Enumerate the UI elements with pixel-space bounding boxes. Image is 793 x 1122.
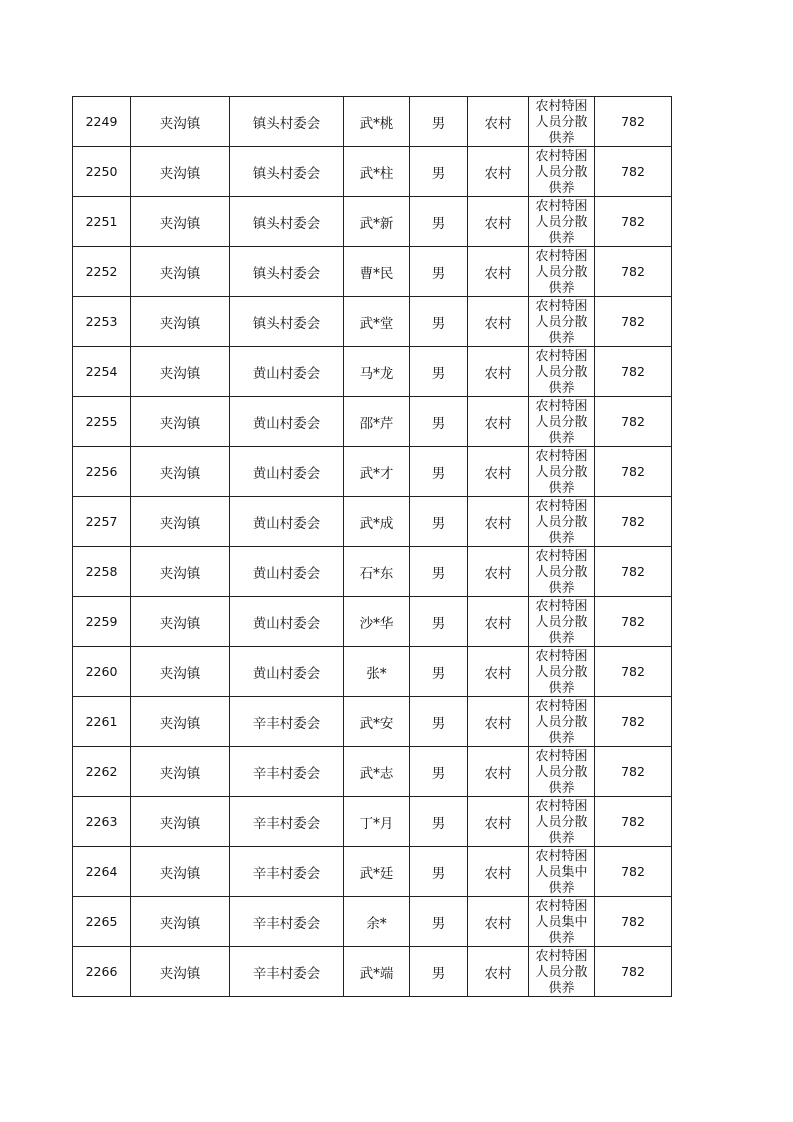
name-cell: 余* [344,897,410,947]
amount-cell: 782 [595,97,672,147]
village-cell: 辛丰村委会 [230,847,344,897]
row-number: 2253 [73,297,131,347]
name-cell: 邵*芹 [344,397,410,447]
row-number: 2262 [73,747,131,797]
village-cell: 镇头村委会 [230,147,344,197]
town-cell: 夹沟镇 [131,97,230,147]
area-cell: 农村 [468,247,529,297]
town-cell: 夹沟镇 [131,347,230,397]
support-type-text: 农村特困人员分散供养 [535,249,588,296]
name-cell: 武*新 [344,197,410,247]
town-cell: 夹沟镇 [131,747,230,797]
row-number: 2263 [73,797,131,847]
village-cell: 辛丰村委会 [230,947,344,997]
village-cell: 黄山村委会 [230,447,344,497]
support-type-clip [529,847,594,896]
gender-cell: 男 [410,747,468,797]
row-number: 2264 [73,847,131,897]
area-cell: 农村 [468,597,529,647]
area-cell: 农村 [468,197,529,247]
area-cell: 农村 [468,947,529,997]
support-type-text: 农村特困人员分散供养 [535,99,588,146]
support-type-clip [529,797,594,846]
table-row [73,847,672,897]
name-cell: 张* [344,647,410,697]
row-number: 2249 [73,97,131,147]
support-type-clip [529,747,594,796]
name-cell: 武*廷 [344,847,410,897]
support-type-clip [529,297,594,346]
town-cell: 夹沟镇 [131,447,230,497]
amount-cell: 782 [595,697,672,747]
amount-cell: 782 [595,447,672,497]
amount-cell: 782 [595,397,672,447]
name-cell: 武*柱 [344,147,410,197]
town-cell: 夹沟镇 [131,547,230,597]
support-type-text: 农村特困人员分散供养 [535,699,588,746]
gender-cell: 男 [410,647,468,697]
support-type-text: 农村特困人员分散供养 [535,149,588,196]
table-row [73,247,672,297]
support-type-text: 农村特困人员分散供养 [535,749,588,796]
village-cell: 辛丰村委会 [230,747,344,797]
gender-cell: 男 [410,247,468,297]
support-type-clip [529,697,594,746]
village-cell: 辛丰村委会 [230,697,344,747]
area-cell: 农村 [468,347,529,397]
name-cell: 武*堂 [344,297,410,347]
gender-cell: 男 [410,147,468,197]
support-type-cell [529,647,595,697]
support-type-clip [529,397,594,446]
support-type-text: 农村特困人员分散供养 [535,649,588,696]
support-type-clip [529,197,594,246]
support-type-clip [529,447,594,496]
village-cell: 镇头村委会 [230,297,344,347]
row-number: 2265 [73,897,131,947]
table-row [73,597,672,647]
town-cell: 夹沟镇 [131,197,230,247]
support-type-text: 农村特困人员分散供养 [535,599,588,646]
table-row [73,347,672,397]
table-row [73,897,672,947]
support-type-cell [529,947,595,997]
town-cell: 夹沟镇 [131,397,230,447]
gender-cell: 男 [410,347,468,397]
gender-cell: 男 [410,697,468,747]
town-cell: 夹沟镇 [131,697,230,747]
amount-cell: 782 [595,947,672,997]
row-number: 2258 [73,547,131,597]
name-cell: 石*东 [344,547,410,597]
amount-cell: 782 [595,897,672,947]
village-cell: 黄山村委会 [230,597,344,647]
table-row [73,447,672,497]
table-row [73,297,672,347]
support-type-text: 农村特困人员分散供养 [535,299,588,346]
table-row [73,497,672,547]
village-cell: 镇头村委会 [230,247,344,297]
support-type-text: 农村特困人员分散供养 [535,799,588,846]
area-cell: 农村 [468,397,529,447]
gender-cell: 男 [410,397,468,447]
name-cell: 沙*华 [344,597,410,647]
support-type-cell [529,697,595,747]
village-cell: 黄山村委会 [230,347,344,397]
amount-cell: 782 [595,597,672,647]
area-cell: 农村 [468,497,529,547]
amount-cell: 782 [595,747,672,797]
town-cell: 夹沟镇 [131,897,230,947]
town-cell: 夹沟镇 [131,847,230,897]
support-type-clip [529,147,594,196]
support-type-clip [529,97,594,146]
support-type-cell [529,147,595,197]
gender-cell: 男 [410,547,468,597]
table-row [73,697,672,747]
table-row [73,97,672,147]
gender-cell: 男 [410,447,468,497]
support-type-cell [529,297,595,347]
area-cell: 农村 [468,797,529,847]
table-row [73,647,672,697]
gender-cell: 男 [410,497,468,547]
support-type-clip [529,947,594,996]
support-type-text: 农村特困人员分散供养 [535,349,588,396]
support-type-text: 农村特困人员分散供养 [535,549,588,596]
row-number: 2257 [73,497,131,547]
support-type-cell [529,547,595,597]
name-cell: 武*端 [344,947,410,997]
row-number: 2252 [73,247,131,297]
support-type-text: 农村特困人员分散供养 [535,499,588,546]
village-cell: 黄山村委会 [230,497,344,547]
support-type-text: 农村特困人员分散供养 [535,449,588,496]
village-cell: 辛丰村委会 [230,797,344,847]
support-type-clip [529,897,594,946]
support-type-cell [529,397,595,447]
support-type-clip [529,647,594,696]
records-table [72,96,672,997]
gender-cell: 男 [410,897,468,947]
area-cell: 农村 [468,547,529,597]
row-number: 2266 [73,947,131,997]
town-cell: 夹沟镇 [131,797,230,847]
amount-cell: 782 [595,847,672,897]
gender-cell: 男 [410,847,468,897]
table-row [73,947,672,997]
gender-cell: 男 [410,97,468,147]
village-cell: 黄山村委会 [230,397,344,447]
table-row [73,197,672,247]
name-cell: 丁*月 [344,797,410,847]
town-cell: 夹沟镇 [131,247,230,297]
area-cell: 农村 [468,447,529,497]
gender-cell: 男 [410,197,468,247]
table-row [73,147,672,197]
row-number: 2260 [73,647,131,697]
village-cell: 黄山村委会 [230,547,344,597]
gender-cell: 男 [410,597,468,647]
support-type-cell [529,897,595,947]
support-type-clip [529,347,594,396]
support-type-text: 农村特困人员分散供养 [535,949,588,996]
row-number: 2259 [73,597,131,647]
area-cell: 农村 [468,97,529,147]
support-type-clip [529,597,594,646]
row-number: 2254 [73,347,131,397]
table-row [73,397,672,447]
town-cell: 夹沟镇 [131,947,230,997]
area-cell: 农村 [468,647,529,697]
amount-cell: 782 [595,347,672,397]
name-cell: 曹*民 [344,247,410,297]
gender-cell: 男 [410,297,468,347]
row-number: 2251 [73,197,131,247]
support-type-cell [529,247,595,297]
village-cell: 镇头村委会 [230,97,344,147]
support-type-cell [529,197,595,247]
area-cell: 农村 [468,747,529,797]
area-cell: 农村 [468,847,529,897]
row-number: 2255 [73,397,131,447]
support-type-text: 农村特困人员集中供养 [535,899,588,946]
support-type-clip [529,497,594,546]
amount-cell: 782 [595,797,672,847]
name-cell: 武*才 [344,447,410,497]
amount-cell: 782 [595,247,672,297]
support-type-cell [529,97,595,147]
support-type-text: 农村特困人员分散供养 [535,199,588,246]
name-cell: 武*志 [344,747,410,797]
support-type-cell [529,447,595,497]
support-type-cell [529,797,595,847]
town-cell: 夹沟镇 [131,647,230,697]
amount-cell: 782 [595,647,672,697]
town-cell: 夹沟镇 [131,297,230,347]
town-cell: 夹沟镇 [131,497,230,547]
support-type-cell [529,347,595,397]
amount-cell: 782 [595,197,672,247]
area-cell: 农村 [468,297,529,347]
area-cell: 农村 [468,697,529,747]
gender-cell: 男 [410,947,468,997]
amount-cell: 782 [595,297,672,347]
table-body [73,97,672,997]
name-cell: 武*成 [344,497,410,547]
town-cell: 夹沟镇 [131,147,230,197]
name-cell: 马*龙 [344,347,410,397]
support-type-cell [529,747,595,797]
support-type-text: 农村特困人员集中供养 [535,849,588,896]
support-type-cell [529,847,595,897]
support-type-clip [529,547,594,596]
village-cell: 辛丰村委会 [230,897,344,947]
support-type-clip [529,247,594,296]
gender-cell: 男 [410,797,468,847]
amount-cell: 782 [595,497,672,547]
area-cell: 农村 [468,147,529,197]
support-type-cell [529,497,595,547]
row-number: 2256 [73,447,131,497]
amount-cell: 782 [595,147,672,197]
row-number: 2250 [73,147,131,197]
name-cell: 武*桃 [344,97,410,147]
table-row [73,797,672,847]
support-type-cell [529,597,595,647]
village-cell: 黄山村委会 [230,647,344,697]
row-number: 2261 [73,697,131,747]
village-cell: 镇头村委会 [230,197,344,247]
name-cell: 武*安 [344,697,410,747]
table-row [73,547,672,597]
area-cell: 农村 [468,897,529,947]
amount-cell: 782 [595,547,672,597]
support-type-text: 农村特困人员分散供养 [535,399,588,446]
table-row [73,747,672,797]
town-cell: 夹沟镇 [131,597,230,647]
